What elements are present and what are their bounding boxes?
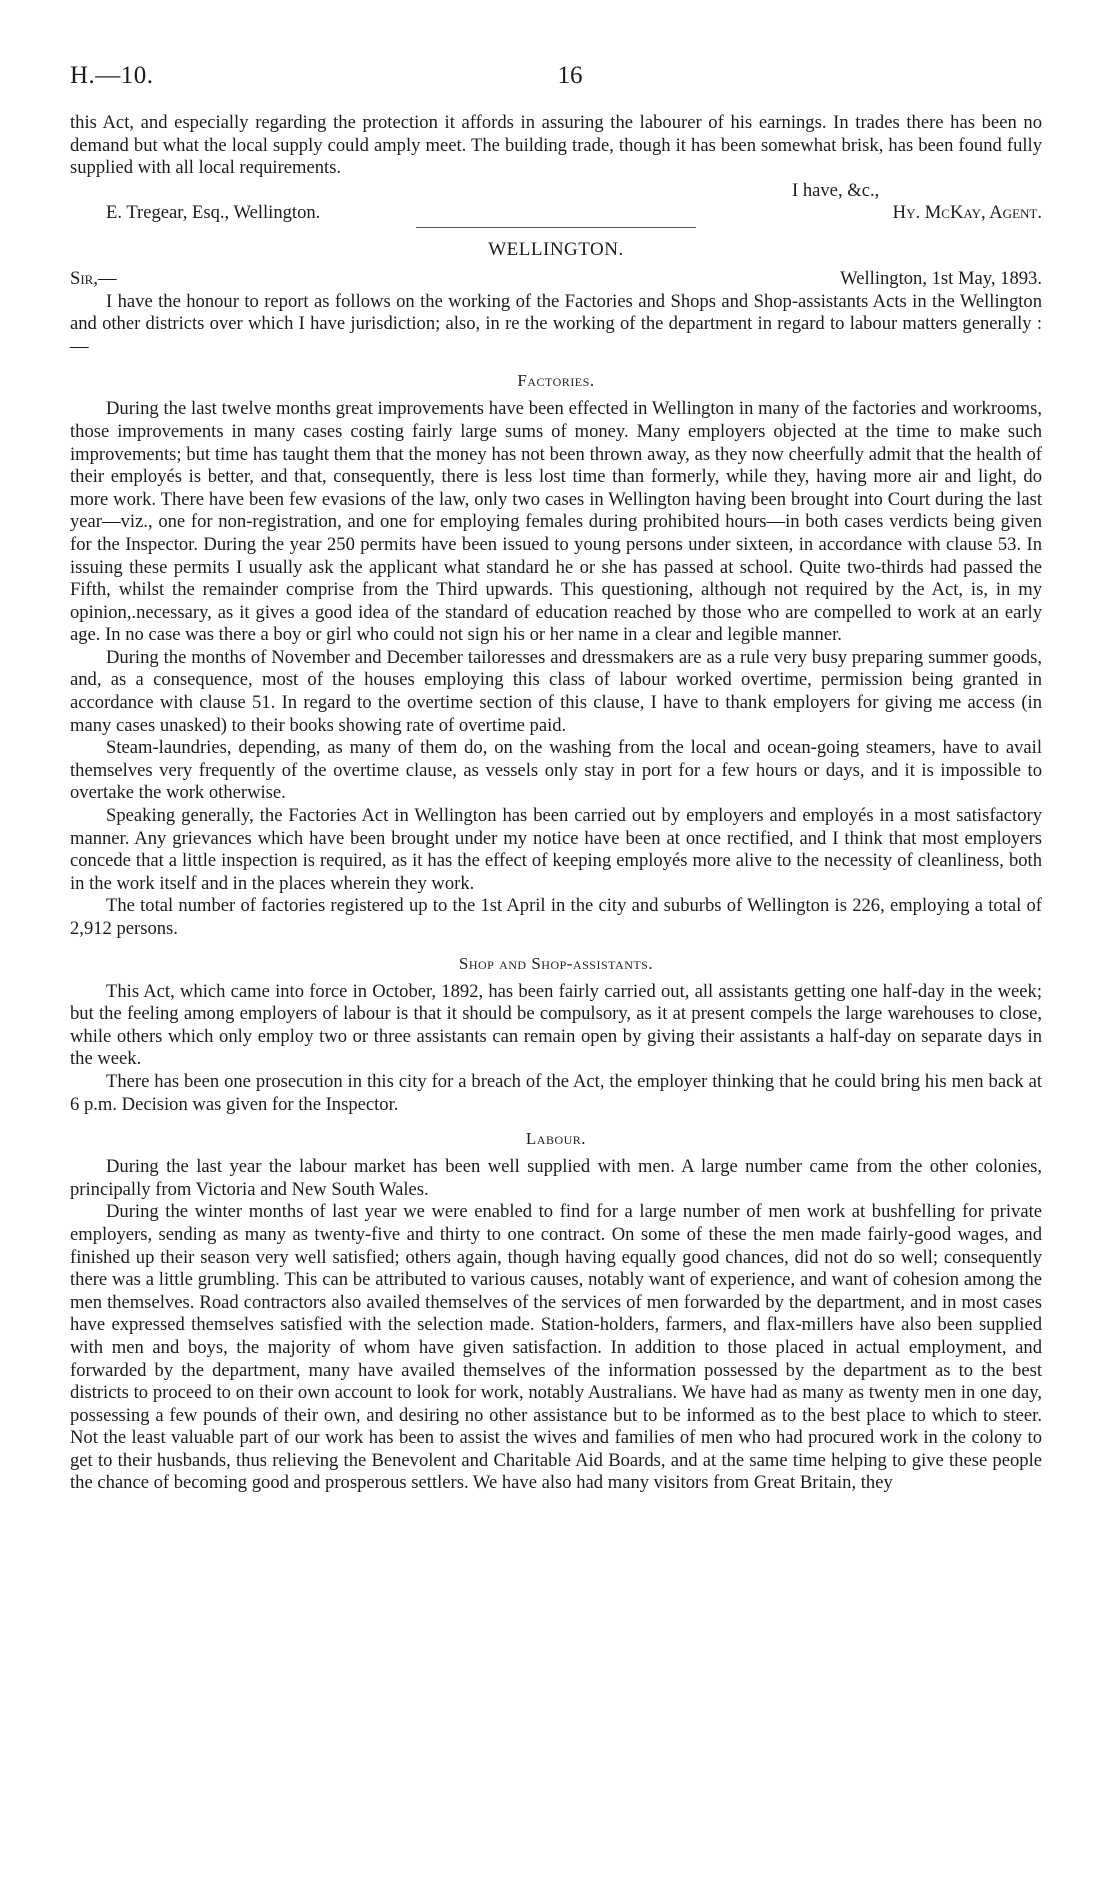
factories-paragraph: The total number of factories registered up to the 1st April in the city and suburbs of Wellington is 226, employing a total of 2,912 persons. bbox=[70, 895, 1042, 939]
intro-paragraph: I have the honour to report as follows on the working of the Factories and Shops and Shop-assistants Acts in the Wellington and other districts over which I have jurisdiction; also, in re the working of the department in regard to labour matters generally :— bbox=[70, 290, 1042, 357]
closing-line bbox=[70, 180, 1042, 203]
place-date: Wellington, 1st May, 1893. bbox=[840, 267, 1042, 289]
page-number: 16 bbox=[557, 62, 583, 89]
report-title: WELLINGTON. bbox=[488, 238, 624, 260]
salutation-line bbox=[70, 268, 1042, 291]
closing-formula: I have, &c., bbox=[792, 179, 880, 201]
signature: Hy. McKay, Agent. bbox=[892, 202, 1042, 224]
labour-heading: Labour. bbox=[525, 1129, 587, 1149]
shops-paragraph: This Act, which came into force in October, 1892, has been fairly carried out, all assistants getting one half-day in the week; but the feeling among employers of labour is that it should be compulsory, as it at present compels the large warehouses to close, while others which only employ two or three assistants can remain open by giving their assistants a half-day on separate days in the week. bbox=[70, 980, 1042, 1070]
document-reference: H.—10. bbox=[70, 62, 154, 89]
factories-paragraph: Speaking generally, the Factories Act in Wellington has been carried out by employers and employés in a most satisfactory manner. Any grievances which have been brought under my notice have been at once rectified, and I think that most employers concede that a little inspection is required, as it has the effect of keeping employés more alive to the necessity of cleanliness, both in the work itself and in the places wherein they work. bbox=[70, 805, 1042, 894]
labour-paragraph: During the last year the labour market has been well supplied with men. A large number came from the other colonies, principally from Victoria and New South Wales. bbox=[70, 1156, 1042, 1200]
shops-heading: Shop and Shop-assistants. bbox=[458, 953, 654, 973]
addressee: E. Tregear, Esq., Wellington. bbox=[106, 202, 321, 224]
continuation-paragraph: this Act, and especially regarding the protection it affords in assuring the labourer of his earnings. In trades there has been no demand but what the local supply could amply meet. The building trade, though it has been somewhat brisk, has been found fully supplied with all local requirements. bbox=[70, 112, 1042, 179]
page-header bbox=[70, 62, 1042, 112]
labour-paragraph: During the winter months of last year we were enabled to find for a large number of men work at bushfelling for private employers, sending as many as twenty-five and thirty to one contract. On some of these the men made fairly-good wages, and finished up their season very well satisfied; others again, though having equally good chances, did not do so well; consequently there was a little grumbling. This can be attributed to various causes, notably want of experience, and want of cohesion among the men themselves. Road contractors also availed themselves of the services of men forwarded by the department, and in most cases have expressed themselves satisfied with the selection made. Station-holders, farmers, and flax-millers have also been supplied with men and boys, the majority of whom have given satisfaction. In addition to those placed in actual employment, and forwarded by the department, many have availed themselves of the information possessed by the department as to the best districts to proceed to on their own account to look for work, notably Australians. We have had as many as twenty men in one day, possessing a few pounds of their own, and desiring no other assistance but to be informed as to the best place to which to steer. Not the least valuable part of our work has been to assist the wives and families of men who had procured work in the colony to get to their husbands, thus relieving the Benevolent and Charitable Aid Boards, and at the same time helping to give these people the chance of becoming good and prosperous settlers. We have also had many visitors from Great Britain, they bbox=[70, 1201, 1042, 1494]
shops-paragraph: There has been one prosecution in this city for a breach of the Act, the employer thinking that he could bring his men back at 6 p.m. Decision was given for the Inspector. bbox=[70, 1070, 1042, 1115]
factories-paragraph: During the last twelve months great improvements have been effected in Wellington in many of the factories and workrooms, those improvements in many cases costing fairly large sums of money. Many employers objected at the time to make such improvements; but time has taught them that the money has not been thrown away, as they now cheerfully admit that the health of their employés is better, and that, consequently, there is less lost time than formerly, while they, having more air and light, do more work. There have been few evasions of the law, only two cases in Wellington having been brought into Court during the last year—viz., one for non-registration, and one for employing females during prohibited hours—in both cases verdicts being given for the Inspector. During the year 250 permits have been issued to young persons under sixteen, in accordance with clause 53. In issuing these permits I usually ask the applicant what standard he or she has passed at school. Quite two-thirds had passed the Fifth, whilst the remainder comprise from the Third upwards. This questioning, although not required by the Act, is, in my opinion,.necessary, as it gives a good idea of the standard of education reached by those who are compelled to work at an early age. In no case was there a boy or girl who could not sign his or her name in a clear and legible manner. bbox=[70, 398, 1042, 646]
section-divider bbox=[416, 227, 696, 228]
factories-paragraph: Steam-laundries, depending, as many of them do, on the washing from the local and ocean-going steamers, have to avail themselves very frequently of the overtime clause, as vessels only stay in port for a few hours or days, and it is impossible to overtake the work otherwise. bbox=[70, 737, 1042, 804]
factories-paragraph: During the months of November and December tailoresses and dressmakers are as a rule very busy preparing summer goods, and, as a consequence, most of the houses employing this class of labour worked overtime, permission being granted in accordance with clause 51. In regard to the overtime section of this clause, I have to thank employers for giving me access (in many cases unasked) to their books showing rate of overtime paid. bbox=[70, 646, 1042, 736]
factories-heading: Factories. bbox=[517, 371, 595, 391]
signature-line bbox=[70, 202, 1042, 225]
salutation: Sir,— bbox=[70, 267, 117, 289]
document-page bbox=[70, 62, 1042, 1495]
